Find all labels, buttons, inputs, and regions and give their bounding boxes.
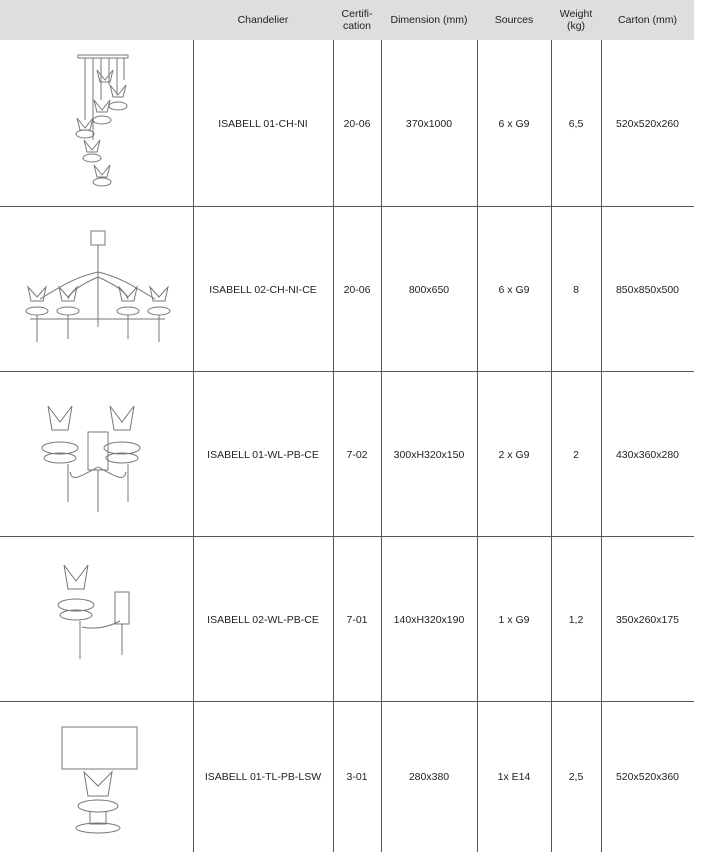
model-name: ISABELL 01-TL-PB-LSW [204, 771, 322, 783]
table-header [0, 0, 694, 40]
table-lamp-drawing [0, 702, 193, 852]
header-sources: Sources [494, 14, 534, 26]
sources-value: 6 x G9 [498, 117, 530, 130]
weight-value: 1,2 [568, 613, 584, 626]
weight-value: 2 [573, 448, 579, 461]
table-row [0, 207, 694, 372]
dimension-value: 370x1000 [405, 117, 453, 130]
model-name: ISABELL 02-CH-NI-CE [209, 283, 317, 296]
dimension-value: 300xH320x150 [393, 448, 465, 461]
carton-value: 430x360x280 [615, 448, 680, 461]
header-carton: Carton (mm) [618, 14, 677, 26]
carton-value: 350x260x175 [615, 613, 680, 626]
table-row [0, 372, 694, 537]
pendant-cluster-chandelier-drawing [0, 40, 193, 207]
dimension-value: 140xH320x190 [393, 613, 465, 626]
single-wall-lamp-drawing [0, 537, 193, 702]
model-name: ISABELL 02-WL-PB-CE [207, 613, 319, 626]
weight-value: 8 [573, 283, 579, 296]
sources-value: 2 x G9 [498, 448, 530, 461]
certification-value: 3-01 [346, 771, 368, 783]
model-name: ISABELL 01-CH-NI [218, 117, 308, 130]
sources-value: 1 x G9 [498, 613, 530, 626]
dimension-value: 800x650 [408, 283, 450, 296]
certification-value: 7-01 [346, 613, 368, 626]
four-arm-chandelier-drawing [0, 207, 193, 372]
header-certification: Certifi- cation [341, 8, 373, 32]
weight-value: 6,5 [568, 117, 584, 130]
dimension-value: 280x380 [408, 771, 450, 783]
double-wall-lamp-drawing [0, 372, 193, 537]
carton-value: 520x520x260 [615, 117, 680, 130]
certification-value: 7-02 [346, 448, 368, 461]
model-name: ISABELL 01-WL-PB-CE [207, 448, 319, 461]
table-row [0, 40, 694, 207]
sources-value: 1x E14 [497, 771, 531, 783]
weight-value: 2,5 [568, 771, 584, 783]
carton-value: 850x850x500 [615, 283, 680, 296]
table-row [0, 702, 694, 852]
sources-value: 6 x G9 [498, 283, 530, 296]
header-weight: Weight (kg) [559, 8, 593, 32]
certification-value: 20-06 [343, 117, 371, 130]
header-dimension: Dimension (mm) [390, 14, 468, 26]
certification-value: 20-06 [343, 283, 371, 296]
table-row [0, 537, 694, 702]
header-chandelier: Chandelier [237, 14, 289, 26]
carton-value: 520x520x360 [615, 771, 680, 783]
